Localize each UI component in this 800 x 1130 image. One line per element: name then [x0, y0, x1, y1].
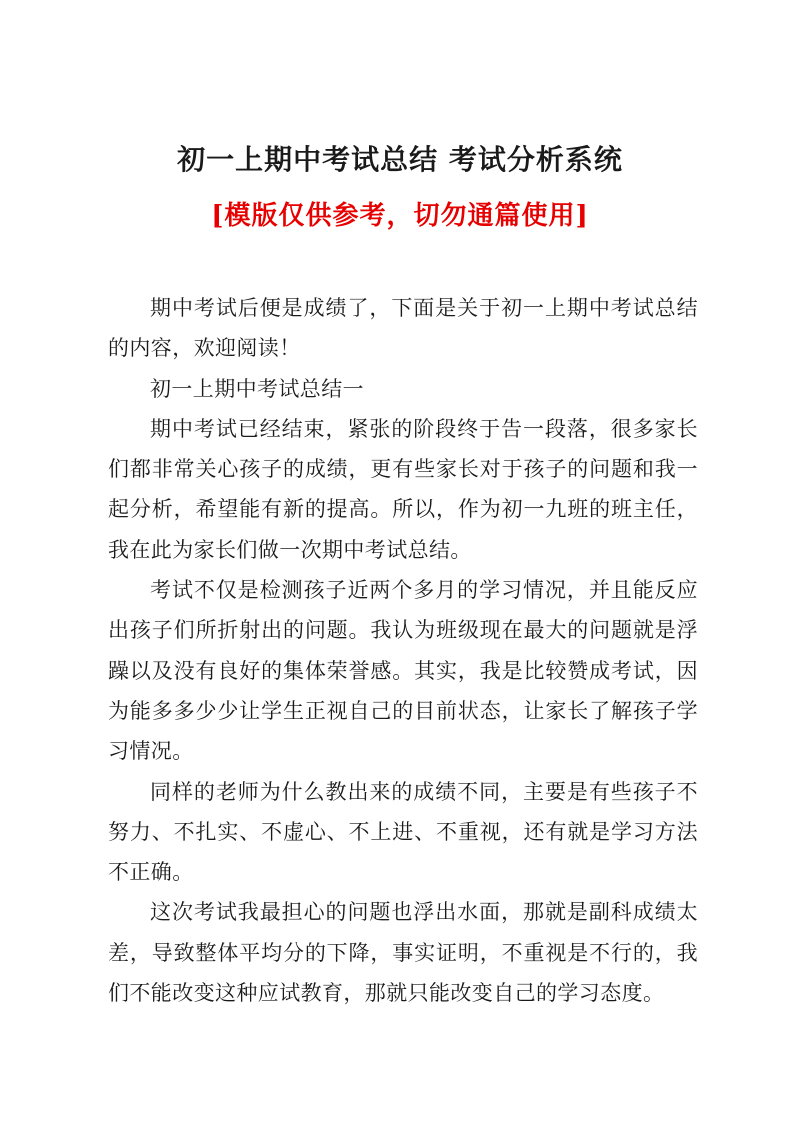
body-paragraph: 期中考试已经结束，紧张的阶段终于告一段落，很多家长们都非常关心孩子的成绩，更有些家长对于孩子的问题和我一起分析，希望能有新的提高。所以，作为初一九班的班主任，我在此为家长们做一次期中考试总结。 [108, 416, 698, 562]
body-paragraph: 这次考试我最担心的问题也浮出水面，那就是副科成绩太差，导致整体平均分的下降，事实证明，不重视是不行的，我们不能改变这种应试教育，那就只能改变自己的学习态度。 [108, 900, 698, 1006]
document-title: 初一上期中考试总结 考试分析系统 [177, 143, 623, 176]
template-notice: [模版仅供参考，切勿通篇使用] [211, 201, 589, 231]
body-paragraph: 考试不仅是检测孩子近两个多月的学习情况，并且能反应出孩子们所折射出的问题。我认为班级现在最大的问题就是浮躁以及没有良好的集体荣誉感。其实，我是比较赞成考试，因为能多多少少让学生正视自己的目前状态，让家长了解孩子学习情况。 [108, 578, 698, 764]
intro-paragraph: 期中考试后便是成绩了，下面是关于初一上期中考试总结的内容，欢迎阅读！ [108, 296, 698, 361]
body-paragraph: 同样的老师为什么教出来的成绩不同，主要是有些孩子不努力、不扎实、不虚心、不上进、不重视，还有就是学习方法不正确。 [108, 779, 698, 885]
document-body [108, 288, 698, 1013]
section-heading: 初一上期中考试总结一 [150, 376, 364, 401]
